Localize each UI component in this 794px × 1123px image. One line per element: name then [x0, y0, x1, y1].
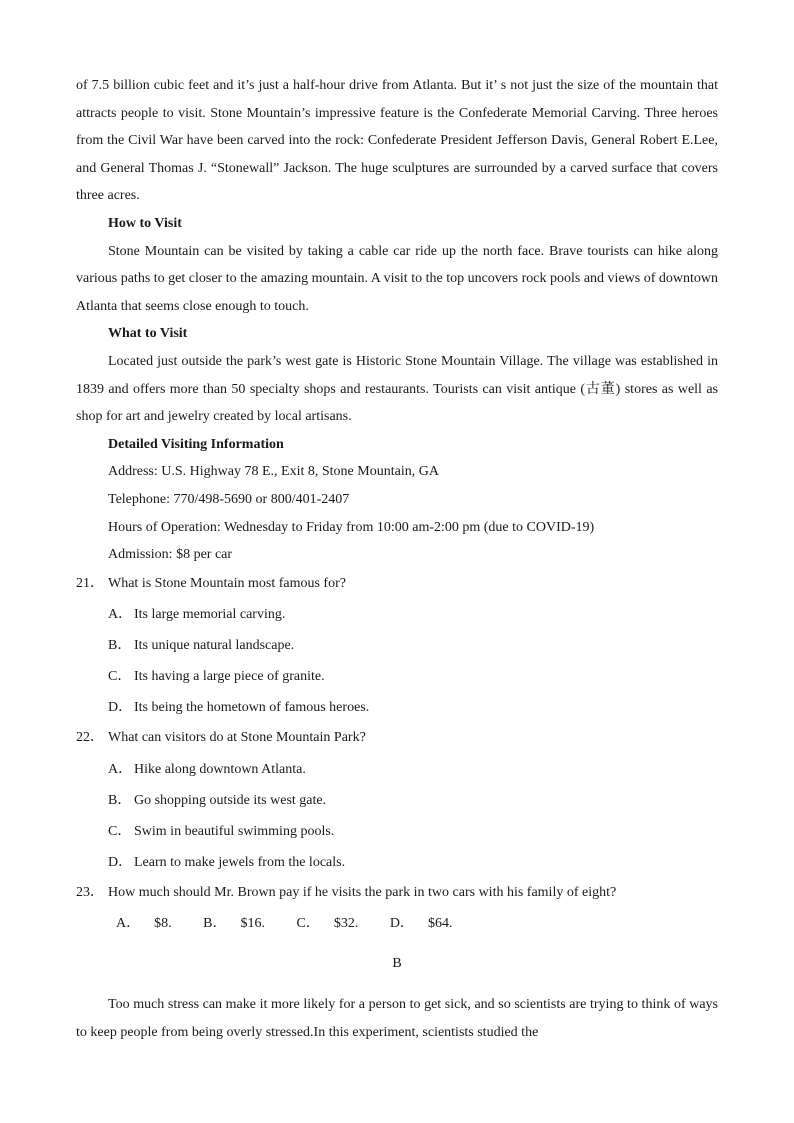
option-text: Hike along downtown Atlanta.	[134, 761, 306, 777]
how-to-visit-paragraph: Stone Mountain can be visited by taking a cable car ride up the north face. Brave tourists can hike along various paths to get closer to the amazing mountain. A visit to the top uncovers rock pools and views of downtown Atlanta that seems close enough to touch.	[76, 243, 718, 314]
q22-option-c[interactable]	[76, 816, 718, 847]
option-text: $32.	[333, 916, 359, 932]
option-text: Its having a large piece of granite.	[134, 669, 325, 685]
option-letter: D．	[108, 700, 133, 716]
question-stem: How much should Mr. Brown pay if he visits the park in two cars with his family of eight?	[108, 884, 617, 900]
document-page	[76, 72, 718, 1047]
q23-option-d[interactable]	[390, 916, 467, 931]
question-21	[76, 569, 718, 600]
passage-paragraph-intro: of 7.5 billion cubic feet and it’s just a half-hour drive from Atlanta. But it’ s not just the size of the mountain that attracts people to visit. Stone Mountain’s impressive feature is the Confederate Memorial Carving. Three heroes from the Civil War have been carved into the rock: Confederate President Jefferson Davis, General Robert E.Lee, and General Thomas J. “Stonewall” Jackson. The huge sculptures are surrounded by a carved surface that covers three acres.	[76, 78, 718, 204]
option-letter: C．	[296, 916, 320, 932]
option-letter: A．	[108, 607, 133, 623]
option-letter: C．	[108, 823, 132, 839]
address-line: Address: U.S. Highway 78 E., Exit 8, Stone Mountain, GA	[108, 464, 439, 480]
question-number: 21．	[76, 575, 104, 591]
option-text: $64.	[427, 916, 453, 932]
q22-option-a[interactable]	[76, 754, 718, 785]
q21-option-b[interactable]	[76, 630, 718, 661]
question-stem: What is Stone Mountain most famous for?	[108, 575, 346, 591]
q22-option-b[interactable]	[76, 785, 718, 816]
what-to-visit-paragraph: Located just outside the park’s west gate is Historic Stone Mountain Village. The village was established in 1839 and offers more than 50 specialty shops and restaurants. Tourists can visit antique (古董) stores as well as shop for art and jewelry created by local artisans.	[76, 353, 718, 425]
how-to-visit-heading: How to Visit	[108, 215, 182, 231]
option-text: Go shopping outside its west gate.	[134, 792, 327, 808]
q21-option-a[interactable]	[76, 599, 718, 630]
option-letter: D．	[108, 854, 133, 870]
q23-options	[76, 908, 718, 939]
admission-line: Admission: $8 per car	[108, 547, 233, 563]
question-stem: What can visitors do at Stone Mountain Park?	[108, 730, 366, 746]
option-text: Its unique natural landscape.	[134, 638, 295, 654]
option-text: Its large memorial carving.	[134, 607, 286, 623]
q21-option-c[interactable]	[76, 661, 718, 692]
hours-line: Hours of Operation: Wednesday to Friday from 10:00 am-2:00 pm (due to COVID-19)	[108, 519, 595, 535]
section-b-paragraph: Too much stress can make it more likely for a person to get sick, and so scientists are trying to think of ways to keep people from being overly stressed.In this experiment, scientists studied the	[76, 997, 718, 1041]
question-23	[76, 878, 718, 909]
question-number: 23．	[76, 884, 104, 900]
option-text: $8.	[154, 916, 172, 932]
what-to-visit-heading: What to Visit	[108, 326, 188, 342]
option-text: Its being the hometown of famous heroes.	[134, 700, 370, 716]
option-letter: A．	[116, 916, 141, 932]
question-number: 22．	[76, 730, 104, 746]
option-letter: A．	[108, 761, 133, 777]
section-b-label: B	[392, 956, 402, 972]
telephone-line: Telephone: 770/498-5690 or 800/401-2407	[108, 491, 350, 507]
option-text: Swim in beautiful swimming pools.	[134, 823, 335, 839]
option-letter: B．	[108, 792, 132, 808]
option-text: $16.	[240, 916, 265, 932]
q22-option-d[interactable]	[76, 847, 718, 878]
option-letter: B．	[108, 638, 132, 654]
q23-option-b[interactable]	[203, 916, 279, 931]
q21-option-d[interactable]	[76, 692, 718, 723]
visiting-info-heading: Detailed Visiting Information	[108, 436, 284, 452]
option-letter: B．	[203, 916, 227, 932]
option-text: Learn to make jewels from the locals.	[134, 854, 346, 870]
question-22	[76, 723, 718, 754]
q23-option-c[interactable]	[296, 916, 372, 931]
q23-option-a[interactable]	[116, 916, 186, 931]
option-letter: D．	[389, 916, 414, 932]
option-letter: C．	[108, 669, 132, 685]
